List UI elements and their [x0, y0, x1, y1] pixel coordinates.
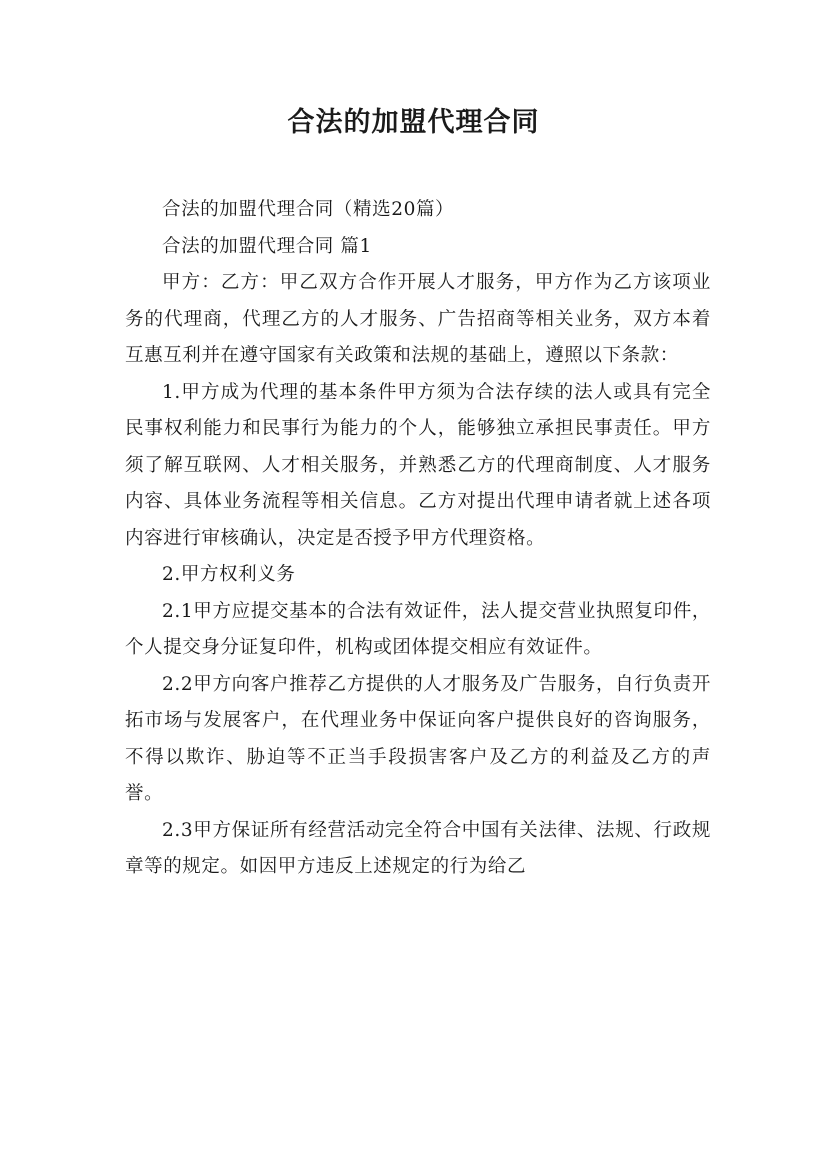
clause-2-heading: 2.甲方权利义务 [162, 564, 296, 585]
document-body [125, 192, 711, 886]
clause-2-1-paragraph: 2.1甲方应提交基本的合法有效证件，法人提交营业执照复印件，个人提交身分证复印件，机构或团体提交相应有效证件。 [125, 600, 711, 658]
subtitle-paragraph: 合法的加盟代理合同（精选20篇） [162, 199, 455, 220]
clause-1-paragraph: 1.甲方成为代理的基本条件甲方须为合法存续的法人或具有完全民事权利能力和民事行为能力的个人，能够独立承担民事责任。甲方须了解互联网、人才相关服务，并熟悉乙方的代理商制度、人才服务内容、具体业务流程等相关信息。乙方对提出代理申请者就上述各项内容进行审核确认，决定是否授予甲方代理资格。 [125, 381, 711, 549]
document-title: 合法的加盟代理合同 [287, 107, 540, 138]
section-heading: 合法的加盟代理合同 篇1 [162, 235, 372, 257]
clause-2-3-paragraph: 2.3甲方保证所有经营活动完全符合中国有关法律、法规、行政规章等的规定。如因甲方违反上述规定的行为给乙 [125, 819, 711, 877]
intro-paragraph: 甲方：乙方：甲乙双方合作开展人才服务，甲方作为乙方该项业务的代理商，代理乙方的人才服务、广告招商等相关业务，双方本着互惠互利并在遵守国家有关政策和法规的基础上，遵照以下条款： [125, 272, 711, 366]
clause-2-2-paragraph: 2.2甲方向客户推荐乙方提供的人才服务及广告服务，自行负责开拓市场与发展客户，在代理业务中保证向客户提供良好的咨询服务，不得以欺诈、胁迫等不正当手段损害客户及乙方的利益及乙方的声誉。 [125, 673, 711, 804]
